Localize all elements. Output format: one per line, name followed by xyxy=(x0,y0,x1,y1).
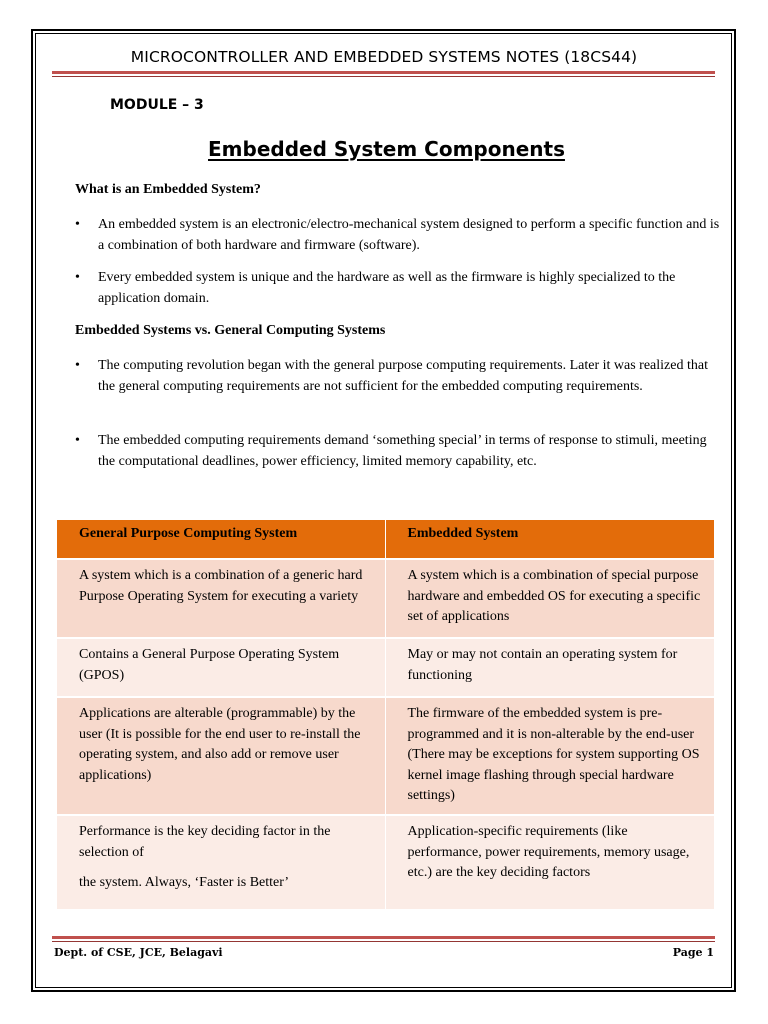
section-heading-vs: Embedded Systems vs. General Computing Systems xyxy=(75,323,386,338)
footer-department: Dept. of CSE, JCE, Belagavi xyxy=(54,946,223,959)
bullet-icon: • xyxy=(75,433,80,448)
table-row xyxy=(57,815,714,909)
section-heading-what-is: What is an Embedded System? xyxy=(75,182,261,197)
comparison-table xyxy=(57,520,714,909)
document-title: Embedded System Components xyxy=(208,137,565,161)
table-cell xyxy=(57,815,385,909)
table-header-cell: General Purpose Computing System xyxy=(57,520,385,559)
table-row xyxy=(57,697,714,815)
table-cell-text: the system. Always, ‘Faster is Better’ xyxy=(79,875,290,890)
table-row xyxy=(57,638,714,697)
header-rule xyxy=(52,71,715,74)
footer-rule-thin xyxy=(52,941,715,942)
bullet-icon: • xyxy=(75,217,80,232)
table-cell: May or may not contain an operating system for functioning xyxy=(385,638,714,697)
bullet-item: • An embedded system is an electronic/electro-mechanical system designed to perform a specific function and is a combination of both hardware and firmware (software). xyxy=(75,217,720,253)
table-cell: Contains a General Purpose Operating System (GPOS) xyxy=(57,638,385,697)
bullet-icon: • xyxy=(75,270,80,285)
footer-rule xyxy=(52,936,715,939)
table-cell-text: Performance is the key deciding factor in the selection of xyxy=(79,824,331,860)
table-cell: The firmware of the embedded system is pre-programmed and it is non-alterable by the end-user (There may be exceptions for system supporting OS kernel image flashing through special hardware settings) xyxy=(385,697,714,815)
bullet-item: • The embedded computing requirements demand ‘something special’ in terms of response to stimuli, meeting the computational deadlines, power efficiency, limited memory capability, etc. xyxy=(75,433,707,469)
table-cell: Applications are alterable (programmable) by the user (It is possible for the end user to re-install the operating system, and also add or remove user applications) xyxy=(57,697,385,815)
header-title: MICROCONTROLLER AND EMBEDDED SYSTEMS NOTES (18CS44) xyxy=(130,48,638,66)
table-cell: A system which is a combination of a generic hard Purpose Operating System for executing a variety xyxy=(57,559,385,638)
table-row xyxy=(57,559,714,638)
bullet-item: • Every embedded system is unique and the hardware as well as the firmware is highly specialized to the application domain. xyxy=(75,270,676,306)
bullet-icon: • xyxy=(75,358,80,373)
table-cell: Application-specific requirements (like performance, power requirements, memory usage, etc.) are the key deciding factors xyxy=(385,815,714,909)
table-header-row xyxy=(57,520,714,559)
header-rule-thin xyxy=(52,76,715,77)
table-header-cell: Embedded System xyxy=(385,520,714,559)
bullet-item: • The computing revolution began with the general purpose computing requirements. Later it was realized that the general computing requirements are not sufficient for the embedded computing requirements. xyxy=(75,358,708,394)
table-cell: A system which is a combination of special purpose hardware and embedded OS for executing a specific set of applications xyxy=(385,559,714,638)
footer-page-number: Page 1 xyxy=(672,946,714,959)
module-label: MODULE – 3 xyxy=(110,97,204,113)
